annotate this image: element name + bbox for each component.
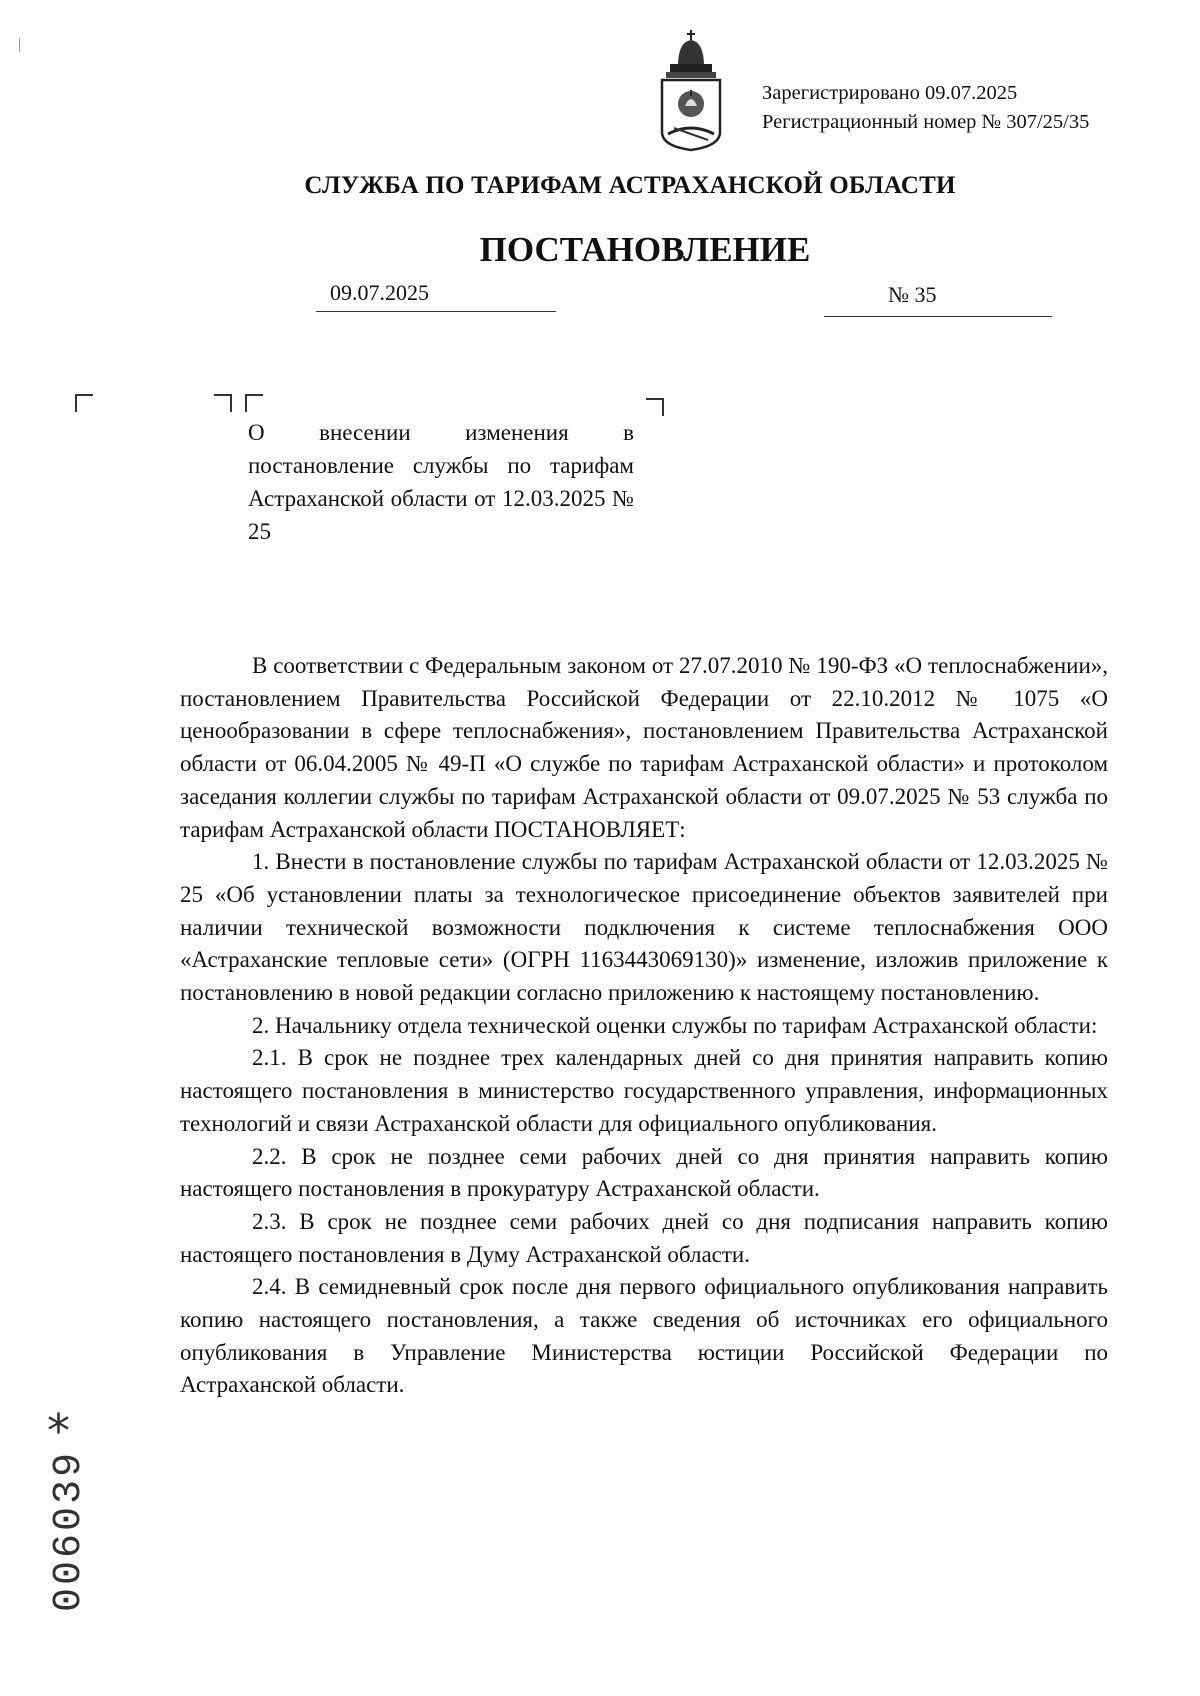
registration-block bbox=[762, 79, 1089, 137]
corner-mark-left-start bbox=[75, 394, 93, 412]
body-paragraph: 2.2. В срок не позднее семи рабочих дней со дня принятия направить копию настоящего постановления в прокуратуру Астраханской области. bbox=[180, 1143, 1108, 1202]
corner-mark-left-end bbox=[214, 394, 232, 412]
body-paragraph: В соответствии с Федеральным законом от 27.07.2010 № 190-ФЗ «О теплоснабжении», постановлением Правительства Российской Федерации от 22.10.2012 № 1075 «О ценообразовании в сфере теплоснабжения», постановлением Правительства Астраханской области от 06.04.2005 № 49-П «О службе по тарифам Астраханской области» и протоколом заседания коллегии службы по тарифам Астраханской области от 09.07.2025 № 53 служба по тарифам Астраханской области ПОСТАНОВЛЯЕТ: bbox=[180, 653, 1108, 842]
registration-date: Зарегистрировано 09.07.2025 bbox=[762, 82, 1018, 104]
document-subject: О внесении изменения в постановление службы по тарифам Астраханской области от 12.03.2025 № 25 bbox=[248, 420, 634, 544]
body-paragraph: 2.4. В семидневный срок после дня первого официального опубликования направить копию настоящего постановления, а также сведения об источниках его официального опубликования в Управление Министерства юстиции Российской Федерации по Астраханской области. bbox=[180, 1274, 1108, 1398]
margin-tick bbox=[19, 38, 20, 52]
body-paragraph: 2.1. В срок не позднее трех календарных дней со дня принятия направить копию настоящего постановления в министерство государственного управления, информационных технологий и связи Астраханской области для официального опубликования. bbox=[180, 1045, 1108, 1136]
agency-name: СЛУЖБА ПО ТАРИФАМ АСТРАХАНСКОЙ ОБЛАСТИ bbox=[304, 172, 956, 199]
stamp-serial-number: 006039 bbox=[47, 1449, 92, 1612]
document-date: 09.07.2025 bbox=[330, 280, 429, 305]
document-type-title: ПОСТАНОВЛЕНИЕ bbox=[479, 230, 811, 269]
corner-mark-subject-end bbox=[646, 398, 664, 416]
corner-mark-subject-start bbox=[245, 394, 263, 412]
body-paragraph: 1. Внести в постановление службы по тарифам Астраханской области от 12.03.2025 № 25 «Об установлении платы за технологическое присоединение объектов заявителей при наличии технической возможности подключения к системе теплоснабжения ООО «Астраханские тепловые сети» (ОГРН 1163443069130)» изменение, изложив приложение к постановлению в новой редакции согласно приложению к настоящему постановлению. bbox=[180, 849, 1108, 1006]
document-body bbox=[180, 650, 1108, 1402]
number-underline bbox=[824, 316, 1052, 317]
coat-of-arms-emblem bbox=[656, 28, 726, 152]
date-underline bbox=[316, 311, 556, 312]
body-paragraph: 2. Начальнику отдела технической оценки службы по тарифам Астраханской области: bbox=[252, 1012, 1098, 1038]
body-paragraph: 2.3. В срок не позднее семи рабочих дней со дня подписания направить копию настоящего постановления в Думу Астраханской области. bbox=[180, 1208, 1108, 1267]
registration-number: Регистрационный номер № 307/25/35 bbox=[762, 111, 1090, 133]
stamp-asterisk: * bbox=[47, 1404, 70, 1458]
document-number: № 35 bbox=[888, 282, 937, 307]
